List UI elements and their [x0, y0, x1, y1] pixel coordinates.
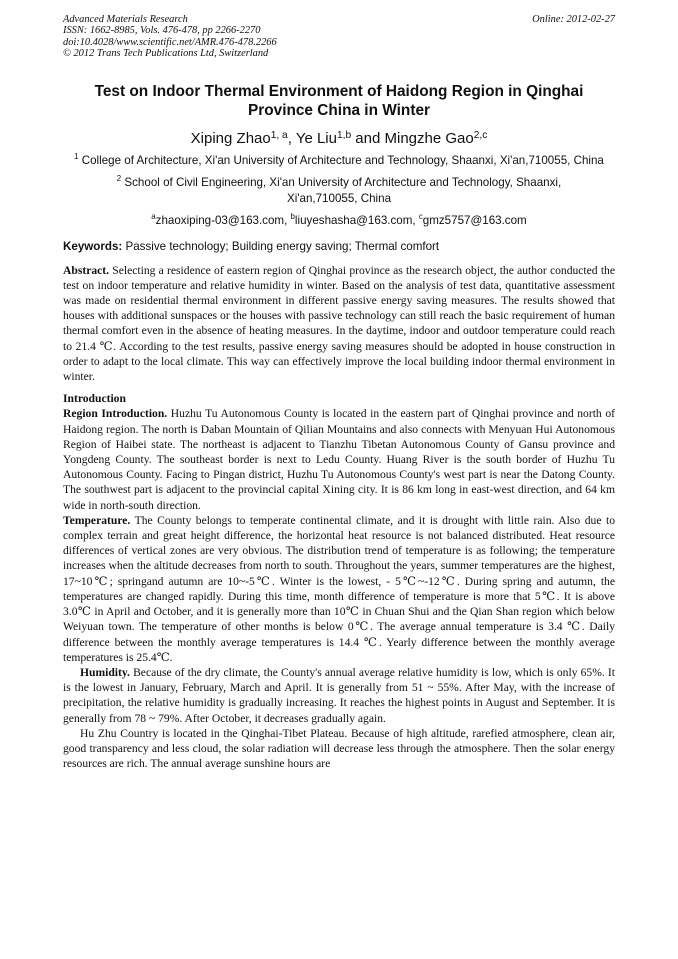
keywords-text: Passive technology; Building energy saving; Thermal comfort: [122, 239, 440, 253]
author-name: Mingzhe Gao: [384, 129, 474, 147]
author-affil-mark: 1, a: [270, 129, 288, 141]
affiliation: [63, 175, 615, 207]
section-heading: Introduction: [63, 392, 126, 406]
email-address: gmz5757@163.com: [422, 213, 527, 227]
paragraph-solar: [63, 726, 615, 772]
author-emails: [63, 211, 615, 227]
abstract: [63, 263, 615, 385]
email-mark: a: [151, 211, 156, 221]
issn-line: ISSN: 1662-8985, Vols. 476-478, pp 2266-2270: [63, 25, 261, 37]
keywords-label: Keywords:: [63, 239, 123, 253]
paragraph-label: Temperature.: [63, 513, 131, 527]
author-separator: ,: [287, 129, 296, 147]
affiliation-mark: 2: [116, 173, 122, 183]
running-header: [63, 14, 615, 60]
affiliation-mark: 1: [74, 151, 79, 161]
abstract-text: Selecting a residence of eastern region of Qinghai province as the research object, the author conducted the test on indoor temperature and relative humidity in winter. Based on the analysis of test data, quantitative assessment was made on residential thermal environment in different passive energy saving measures. The results showed that houses with additional sunspaces or the houses with passive technology can still reach the basic requirement of human thermal comfort even in the absence of heating measures. In the daytime, indoor and outdoor temperature could reach to 21.4 ℃. According to the test results, passive energy saving measures should be adopted in house construction in order to adapt to the local climate. This way can effectively improve the local building indoor thermal environment in winter.: [63, 263, 615, 384]
publication-info: [63, 14, 277, 60]
email-mark: c: [418, 211, 423, 221]
paragraph-label: Region Introduction.: [63, 407, 168, 421]
copyright-line: © 2012 Trans Tech Publications Ltd, Switzerland: [63, 48, 269, 60]
affiliation-text: College of Architecture, Xi'an University of Architecture and Technology, Shaanxi, Xi'an,710055, China: [81, 153, 604, 167]
author-name: Xiping Zhao: [190, 129, 271, 147]
paragraph-temperature: [63, 513, 615, 665]
online-date: Online: 2012-02-27: [532, 14, 615, 25]
paragraph-text: Because of the dry climate, the County's annual average relative humidity is low, which is only 65%. It is the lowest in January, February, March and April. It is generally from 51 ~ 55%. After May, with the increase of precipitation, the relative humidity is gradually increasing. It reaches the highest points in August and September. It is generally from 78 ~ 79%. After October, it decreases gradually again.: [63, 665, 615, 725]
email-mark: b: [290, 211, 295, 221]
author-list: [63, 130, 615, 147]
paper-title: Test on Indoor Thermal Environment of Haidong Region in Qinghai Province China in Winter: [94, 82, 584, 119]
paragraph-text: The County belongs to temperate continental climate, and it is drought with little rain. Also due to complex terrain and great height difference, the horizontal heat resource is not balanced distributed. Heat resource differences of vertical zones are very obvious. The distribution trend of temperature is as following; the temperature increases when the altitude decreases from north to south. Throughout the years, summer temperatures are the highest, 17~10℃; springand autumn are 10~-5℃. Winter is the lowest, - 5℃~-12℃. During spring and autumn, the temperatures are changed rapidly. During this time, month difference of temperature is more that 5℃. It is above 3.0℃ in April and October, and it is generally more than 10℃ in Chuan Shui and the Qian Shan region which below Weiyuan town. The temperature of other months is below 0℃. The average annual temperature is 3.4 ℃. Daily difference between the monthly average temperatures is 14.4 ℃. Yearly difference between the monthly average temperatures is 25.4℃.: [63, 513, 615, 664]
journal-name: Advanced Materials Research: [63, 14, 188, 25]
author-affil-mark: 2,c: [473, 129, 488, 141]
affiliation: [63, 153, 615, 169]
paragraph-text: Hu Zhu Country is located in the Qinghai-Tibet Plateau. Because of high altitude, rarefied atmosphere, clean air, good transparency and less cloud, the solar radiation will decrease less through the atmosphere. Then the solar energy resources are rich. The annual average sunshine hours are: [63, 726, 615, 771]
paragraph-region: [63, 406, 615, 512]
paragraph-label: Humidity.: [80, 665, 130, 679]
email-address: zhaoxiping-03@163.com,: [155, 213, 291, 227]
keywords: [63, 240, 615, 253]
author-name: Ye Liu: [295, 129, 337, 147]
email-address: liuyeshasha@163.com,: [294, 213, 419, 227]
abstract-label: Abstract.: [63, 263, 110, 277]
paragraph-humidity: [63, 665, 615, 726]
author-separator: and: [351, 129, 385, 147]
author-affil-mark: 1,b: [336, 129, 352, 141]
affiliation-text: School of Civil Engineering, Xi'an University of Architecture and Technology, Shaanxi, Xi'an,710055, China: [124, 175, 562, 205]
paragraph-text: Huzhu Tu Autonomous County is located in the eastern part of Qinghai province and north of Haidong region. The north is Daban Mountain of Qilian Mountains and also connects with Menyuan Hui Autonomous Region of Haibei state. The northeast is adjacent to Tianzhu Tibetan Autonomous County of Gansu province and Yongdeng County. The southeast border is next to Ledu County. Huang River is the south border of Huzhu Tu Autonomous County. Facing to Pingan district, Huzhu Tu Autonomous County's west part is near the Datong County. The southwest part is adjacent to the provincial capital Xining city. It is 86 km long in east-west direction, and 64 km wide in north-south direction.: [63, 407, 615, 512]
doi-line: doi:10.4028/www.scientific.net/AMR.476-478.2266: [63, 36, 277, 48]
